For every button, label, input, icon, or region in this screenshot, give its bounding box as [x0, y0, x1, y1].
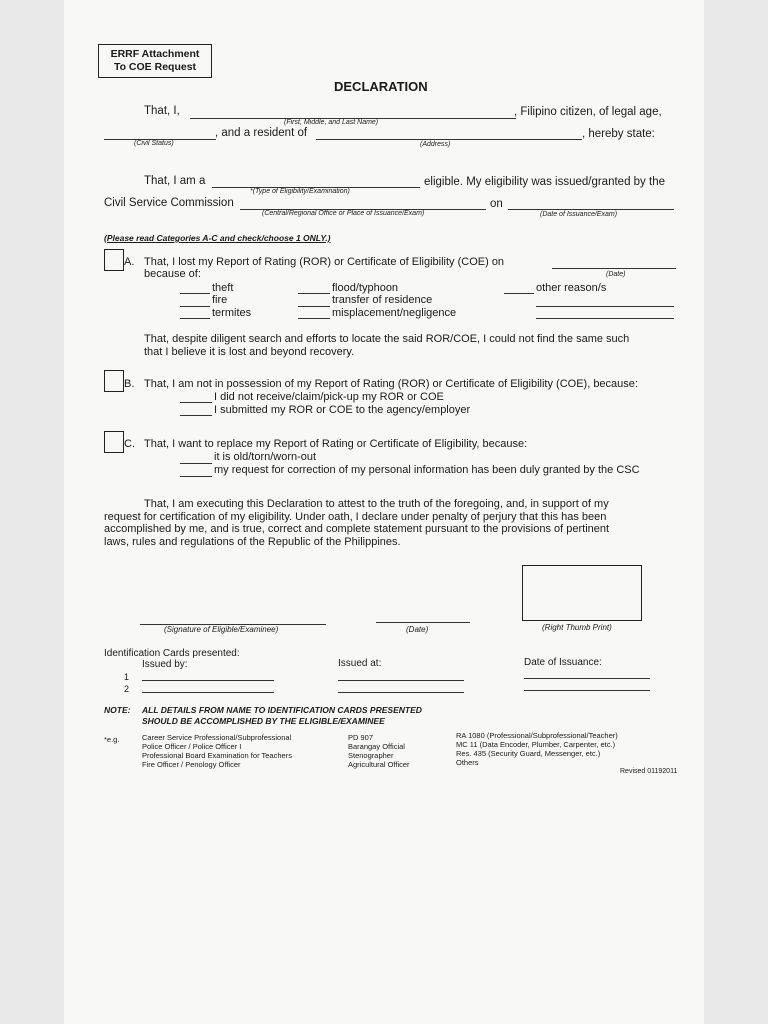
id1-date-line[interactable]: [524, 678, 650, 679]
example-col3-2: MC 11 (Data Encoder, Plumber, Carpenter, etc.): [456, 740, 616, 749]
other-reason-line-1[interactable]: [536, 306, 674, 307]
other-reason-line-2[interactable]: [536, 318, 674, 319]
resident-text: , and a resident of: [215, 127, 308, 139]
fire-check-line[interactable]: [180, 306, 210, 307]
id-row-2-number: 2: [124, 684, 130, 694]
id2-issued-at-line[interactable]: [338, 692, 464, 693]
csc-text: Civil Service Commission: [104, 197, 234, 209]
eligibility-that-i-am: That, I am a: [144, 175, 206, 187]
example-col1-2: Police Officer / Police Officer I: [142, 742, 242, 751]
note-label: NOTE:: [104, 705, 131, 715]
eligibility-type-hint: *(Type of Eligibility/Examination): [250, 188, 350, 195]
transfer-check-line[interactable]: [298, 306, 330, 307]
civil-status-hint: (Civil Status): [134, 140, 174, 147]
option-termites: termites: [212, 307, 252, 319]
oath-line-2: request for certification of my eligibility. Under oath, I declare under penalty of perjury that this has been: [104, 511, 607, 523]
example-col1-4: Fire Officer / Penology Officer: [142, 760, 241, 769]
example-col3-3: Res. 435 (Security Guard, Messenger, etc.): [456, 749, 601, 758]
example-col3-1: RA 1080 (Professional/Subprofessional/Teacher): [456, 731, 618, 740]
attachment-line-1: ERRF Attachment: [110, 48, 200, 60]
example-col1-3: Professional Board Examination for Teachers: [142, 751, 292, 760]
example-col1-1: Career Service Professional/Subprofessional: [142, 733, 292, 742]
declaration-form-page: [64, 0, 704, 1024]
section-a-letter: A.: [124, 256, 135, 268]
thumb-print-box: [522, 565, 642, 621]
theft-check-line[interactable]: [180, 293, 210, 294]
option-other: other reason/s: [536, 282, 607, 294]
section-c-option-1: it is old/torn/worn-out: [214, 451, 317, 463]
issued-at-label: Issued at:: [338, 658, 382, 669]
section-b-option-2: I submitted my ROR or COE to the agency/employer: [214, 404, 471, 416]
misplacement-check-line[interactable]: [298, 318, 330, 319]
note-line-1: ALL DETAILS FROM NAME TO IDENTIFICATION CARDS PRESENTED: [142, 705, 422, 715]
id1-issued-by-line[interactable]: [142, 680, 274, 681]
signature-label: (Signature of Eligible/Examinee): [164, 625, 279, 634]
id1-issued-at-line[interactable]: [338, 680, 464, 681]
section-b-option1-line[interactable]: [180, 402, 212, 403]
option-fire: fire: [212, 294, 228, 306]
section-c-letter: C.: [124, 438, 135, 450]
intro-that-i: That, I,: [144, 105, 180, 117]
example-col2-3: Stenographer: [348, 751, 394, 760]
oath-line-4: laws, rules and regulations of the Republic of the Philippines.: [104, 536, 401, 548]
date-issuance-label: Date of Issuance:: [524, 657, 602, 668]
issuing-office-hint: (Central/Regional Office or Place of Issuance/Exam): [262, 210, 425, 217]
section-a-paragraph-1: That, despite diligent search and efforts to locate the said ROR/COE, I could not find the same such: [144, 333, 630, 345]
note-line-2: SHOULD BE ACCOMPLISHED BY THE ELIGIBLE/EXAMINEE: [142, 716, 385, 726]
example-col3-4: Others: [456, 758, 479, 767]
issuance-date-hint: (Date of Issuance/Exam): [540, 211, 618, 218]
citizen-text: , Filipino citizen, of legal age,: [514, 106, 662, 118]
section-a-text: That, I lost my Report of Rating (ROR) or Certificate of Eligibility (COE) on: [144, 256, 505, 268]
on-text: on: [490, 198, 503, 210]
option-theft: theft: [212, 282, 234, 294]
section-b-letter: B.: [124, 378, 135, 390]
attachment-line-2: To COE Request: [113, 61, 197, 73]
section-a-date-hint: (Date): [606, 271, 626, 278]
section-a-paragraph-2: that I believe it is lost and beyond recovery.: [144, 346, 355, 358]
eligible-text: eligible. My eligibility was issued/granted by the: [424, 176, 665, 188]
section-c-option1-line[interactable]: [180, 463, 212, 464]
section-c-checkbox[interactable]: [104, 431, 124, 453]
name-hint: (First, Middle, and Last Name): [284, 119, 379, 126]
id2-date-line[interactable]: [524, 690, 650, 691]
attachment-label-box: [98, 44, 212, 78]
section-b-option2-line[interactable]: [180, 415, 212, 416]
flood-check-line[interactable]: [298, 293, 330, 294]
eg-label: *e.g.: [104, 735, 120, 744]
address-hint: (Address): [420, 141, 451, 148]
section-c-option-2: my request for correction of my personal information has been duly granted by the CSC: [214, 464, 640, 476]
section-b-text: That, I am not in possession of my Report of Rating (ROR) or Certificate of Eligibility (COE), because:: [144, 378, 638, 390]
page-title: DECLARATION: [334, 79, 428, 94]
section-c-text: That, I want to replace my Report of Rating or Certificate of Eligibility, because:: [144, 438, 528, 450]
thumb-print-label: (Right Thumb Print): [542, 623, 612, 632]
option-transfer: transfer of residence: [332, 294, 433, 306]
section-a-date-line[interactable]: [552, 268, 676, 269]
signature-date-line[interactable]: [376, 622, 470, 623]
signature-date-label: (Date): [406, 625, 429, 634]
other-check-line[interactable]: [504, 293, 534, 294]
hereby-text: , hereby state:: [582, 128, 655, 140]
id2-issued-by-line[interactable]: [142, 692, 274, 693]
section-a-checkbox[interactable]: [104, 249, 124, 271]
example-col2-4: Agricultural Officer: [348, 760, 410, 769]
oath-line-3: accomplished by me, and is true, correct and complete statement pursuant to the provisions of pertinent: [104, 523, 610, 535]
section-b-checkbox[interactable]: [104, 370, 124, 392]
termites-check-line[interactable]: [180, 318, 210, 319]
option-flood: flood/typhoon: [332, 282, 399, 294]
id-row-1-number: 1: [124, 672, 130, 682]
section-c-option2-line[interactable]: [180, 476, 212, 477]
section-a-because: because of:: [144, 268, 201, 280]
revised-date: Revised 01192011: [620, 768, 678, 775]
section-b-option-1: I did not receive/claim/pick-up my ROR or COE: [214, 391, 444, 403]
example-col2-2: Barangay Official: [348, 742, 405, 751]
oath-line-1: That, I am executing this Declaration to attest to the truth of the foregoing, and, in support of my: [144, 498, 609, 510]
option-misplacement: misplacement/negligence: [332, 307, 457, 319]
issued-by-label: Issued by:: [142, 659, 188, 670]
example-col2-1: PD 907: [348, 733, 374, 742]
category-instruction: (Please read Categories A-C and check/choose 1 ONLY.): [104, 233, 331, 243]
id-cards-heading: Identification Cards presented:: [104, 648, 240, 659]
